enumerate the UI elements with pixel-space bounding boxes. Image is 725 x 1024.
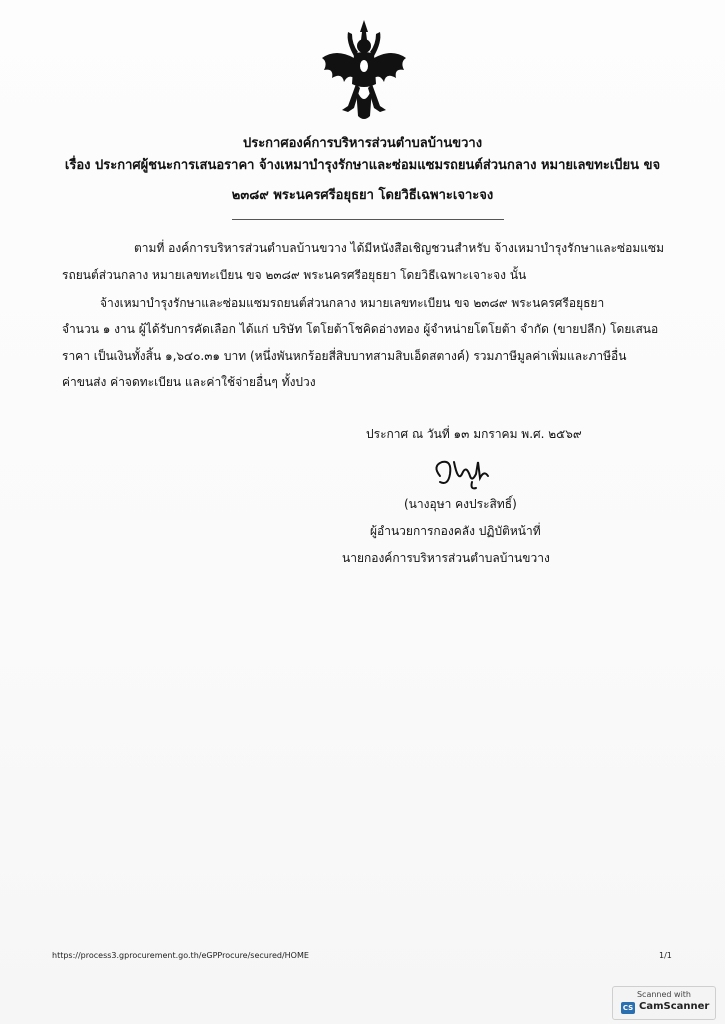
signer-name: (นางอุษา คงประสิทธิ์) [404,497,517,511]
paragraph-2-line-1: จ้างเหมาบำรุงรักษาและซ่อมแซมรถยนต์ส่วนกลาง หมายเลขทะเบียน ขจ ๒๓๘๙ พระนครศรีอยุธยา [100,296,605,310]
subject-line: เรื่อง ประกาศผู้ชนะการเสนอราคา จ้างเหมาบำรุงรักษาและซ่อมแซมรถยนต์ส่วนกลาง หมายเลขทะเบียน ขจ [64,158,661,173]
stamp-scanned-with: Scanned with [636,990,692,999]
paragraph-2-line-4: ค่าขนส่ง ค่าจดทะเบียน และค่าใช้จ่ายอื่นๆ ทั้งปวง [62,375,316,389]
subject-line-cont: ๒๓๘๙ พระนครศรีอยุธยา โดยวิธีเฉพาะเจาะจง [231,188,494,203]
garuda-emblem-icon [318,18,410,124]
footer-url: https://process3.gprocurement.go.th/eGPProcure/secured/HOME [52,951,309,960]
paragraph-1-line-2: รถยนต์ส่วนกลาง หมายเลขทะเบียน ขจ ๒๓๘๙ พระนครศรีอยุธยา โดยวิธีเฉพาะเจาะจง นั้น [62,268,527,282]
signer-position-1: ผู้อำนวยการกองคลัง ปฏิบัติหน้าที่ [370,524,541,538]
paragraph-2-line-3: ราคา เป็นเงินทั้งสิ้น ๑,๖๔๐.๓๑ บาท (หนึ่งพันหกร้อยสี่สิบบาทสามสิบเอ็ดสตางค์) รวมภาษีมูลค่าเพิ่มและภาษีอื่น [62,349,627,363]
announcement-date: ประกาศ ณ วันที่ ๑๓ มกราคม พ.ศ. ๒๕๖๙ [366,427,582,441]
page-number: 1/1 [659,951,672,960]
stamp-app-name: CamScanner [639,1001,710,1012]
handwritten-signature [428,452,514,492]
camscanner-stamp [612,986,716,1020]
signer-position-2: นายกองค์การบริหารส่วนตำบลบ้านขวาง [342,551,550,565]
announcement-title: ประกาศองค์การบริหารส่วนตำบลบ้านขวาง [242,136,483,151]
paragraph-2-line-2: จำนวน ๑ งาน ผู้ได้รับการคัดเลือก ได้แก่ บริษัท โตโยต้าโชคิดอ่างทอง ผู้จำหน่ายโตโยต้า จำกัด (ขายปลีก) โดยเสนอ [62,322,659,336]
paragraph-1-line-1: ตามที่ องค์การบริหารส่วนตำบลบ้านขวาง ได้มีหนังสือเชิญชวนสำหรับ จ้างเหมาบำรุงรักษาและซ่อมแซม [134,241,665,255]
divider [232,219,504,220]
camscanner-logo-icon: CS [622,1004,634,1012]
